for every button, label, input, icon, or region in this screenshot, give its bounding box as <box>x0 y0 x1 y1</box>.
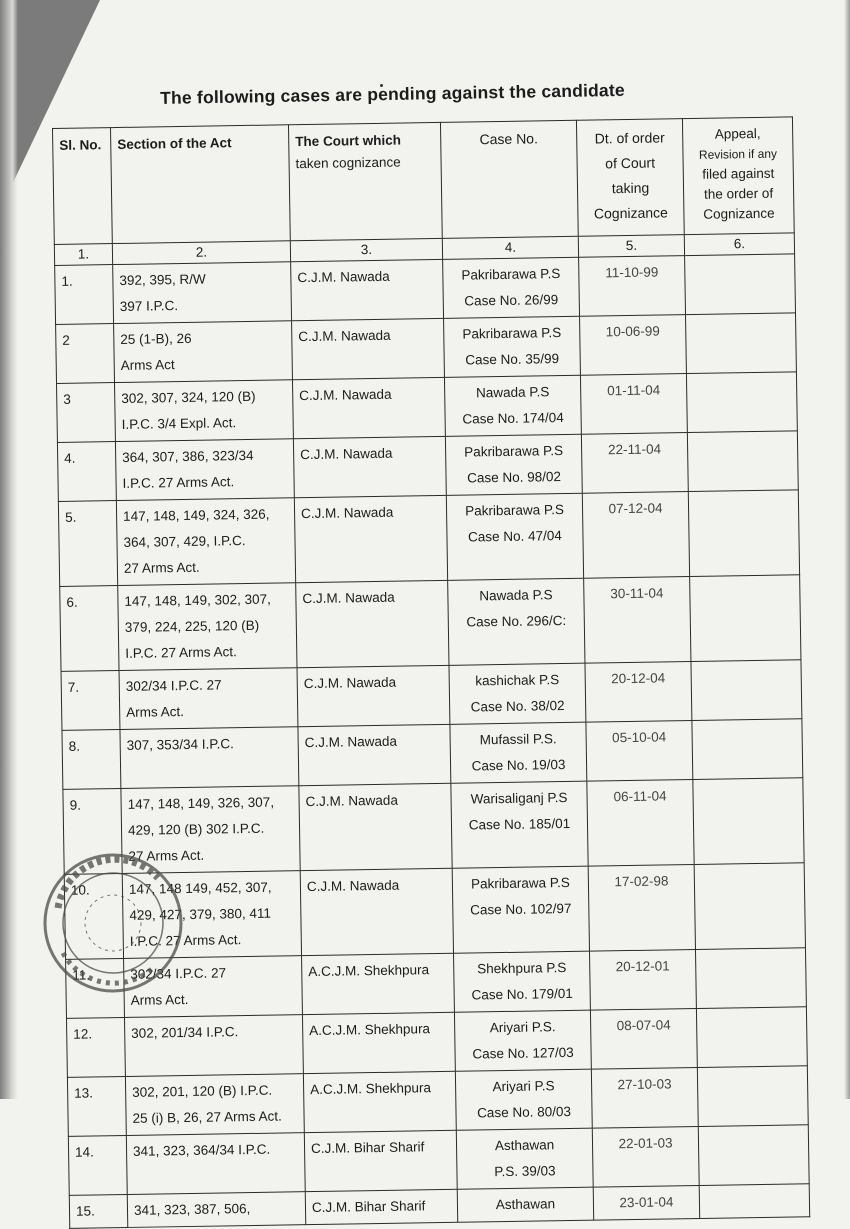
cell-case-no <box>456 1128 593 1189</box>
column-header-case-no: Case No. <box>440 120 578 238</box>
cell-appeal <box>687 431 798 492</box>
appeal-header-line: Revision if any <box>698 146 778 162</box>
cell-date: 07-12-04 <box>582 492 689 579</box>
section-line: 341, 323, 387, 506, <box>133 1201 251 1218</box>
section-line: 429, 120 (B) 302 I.P.C. <box>127 820 265 838</box>
section-line: I.P.C. 3/4 Expl. Act. <box>121 415 237 432</box>
column-header-appeal <box>682 117 794 235</box>
cell-section <box>127 1192 305 1228</box>
section-line: Arms Act. <box>130 991 189 1008</box>
cell-date: 17-02-98 <box>588 865 695 952</box>
case-line: Nawada P.S <box>475 384 550 401</box>
case-line: Case No. 185/01 <box>468 815 571 833</box>
table-row <box>63 778 804 875</box>
cell-sl-no: 14. <box>68 1135 127 1195</box>
cell-appeal <box>693 778 804 865</box>
cell-court: C.J.M. Nawada <box>293 436 446 497</box>
date-header-line: of Court <box>605 154 656 172</box>
section-line: 147, 148, 149, 302, 307, <box>124 591 271 609</box>
cell-sl-no: 2 <box>56 324 115 384</box>
cell-appeal <box>697 1066 808 1127</box>
cell-section <box>126 1133 305 1195</box>
cases-table-wrapper <box>52 116 809 1228</box>
section-line: I.P.C. 27 Arms Act. <box>125 644 237 661</box>
cell-date: 08-07-04 <box>590 1008 697 1069</box>
cell-case-no <box>444 375 581 436</box>
cell-section <box>119 668 298 730</box>
cell-court: C.J.M. Nawada <box>299 783 452 870</box>
cell-section <box>125 1074 304 1136</box>
date-header-line: taking <box>611 179 650 197</box>
cell-sl-no: 11. <box>66 958 125 1018</box>
cell-sl-no: 5. <box>58 501 117 587</box>
section-line: 302, 201/34 I.P.C. <box>131 1024 239 1041</box>
header-row <box>53 117 795 245</box>
column-number: 5. <box>578 235 684 258</box>
cell-appeal <box>685 254 796 315</box>
case-line: Case No. 127/03 <box>472 1044 574 1062</box>
section-line: 25 (i) B, 26, 27 Arms Act. <box>132 1108 282 1126</box>
case-line: Warisaliganj P.S <box>470 789 568 807</box>
cell-court: A.C.J.M. Shekhpura <box>302 953 455 1014</box>
page-heading: The following cases are pending against the candidate <box>160 79 626 108</box>
case-line: Nawada P.S <box>479 587 553 604</box>
column-header-court <box>288 122 442 240</box>
table-row <box>60 575 801 672</box>
section-line: 307, 353/34 I.P.C. <box>126 736 234 753</box>
cell-section <box>124 956 303 1018</box>
section-line: 147, 148, 149, 324, 326, <box>122 506 270 524</box>
cell-sl-no: 8. <box>62 730 121 790</box>
appeal-header-line: filed against <box>702 165 775 182</box>
cell-date: 22-11-04 <box>581 433 688 494</box>
cell-sl-no: 10. <box>64 873 123 959</box>
cell-court: C.J.M. Bihar Sharif <box>304 1130 457 1191</box>
cell-case-no <box>444 316 581 377</box>
cell-section <box>120 727 299 789</box>
section-line: 27 Arms Act. <box>123 559 200 576</box>
cell-appeal <box>688 490 799 577</box>
column-number: 1. <box>54 244 112 266</box>
cell-case-no <box>445 434 582 495</box>
case-line: Case No. 26/99 <box>464 292 559 309</box>
cell-sl-no: 15. <box>69 1194 128 1228</box>
section-line: 364, 307, 429, I.P.C. <box>123 533 246 550</box>
case-line: Ariyari P.S. <box>489 1019 556 1036</box>
appeal-header-line: Appeal, <box>714 125 761 142</box>
column-number: 6. <box>684 233 794 256</box>
cell-section <box>115 380 294 442</box>
section-line: Arms Act <box>120 357 175 373</box>
cell-court: A.C.J.M. Shekhpura <box>303 1071 456 1132</box>
cell-sl-no: 9. <box>63 788 122 874</box>
cell-section <box>115 439 294 501</box>
section-line: 379, 224, 225, 120 (B) <box>124 617 260 635</box>
cell-appeal <box>686 313 797 374</box>
cell-date: 20-12-01 <box>589 949 696 1010</box>
cell-appeal <box>686 372 797 433</box>
cell-case-no <box>452 866 589 953</box>
cell-court: C.J.M. Nawada <box>294 495 447 582</box>
cell-section <box>116 498 295 586</box>
cell-sl-no: 1. <box>55 265 114 325</box>
column-header-section: Section of the Act <box>111 125 291 244</box>
cell-date: 23-01-04 <box>593 1185 700 1220</box>
cell-date: 01-11-04 <box>580 374 687 435</box>
cell-sl-no: 12. <box>66 1017 125 1077</box>
case-line: Case No. 38/02 <box>470 698 565 715</box>
section-line: 429, 427, 379, 380, 411 <box>129 905 272 923</box>
case-line: Mufassil P.S. <box>479 731 557 748</box>
section-line: 302/34 I.P.C. 27 <box>125 677 222 694</box>
cell-date: 05-10-04 <box>586 721 693 782</box>
cell-sl-no: 7. <box>61 671 120 731</box>
cell-appeal <box>699 1184 810 1219</box>
section-line: 27 Arms Act. <box>128 847 205 864</box>
case-line: Case No. 296/C: <box>466 612 567 630</box>
cell-date: 10-06-99 <box>580 315 687 376</box>
case-rows <box>55 254 810 1229</box>
case-line: Case No. 47/04 <box>467 528 562 545</box>
cell-section <box>118 583 297 671</box>
section-line: 392, 395, R/W <box>119 271 206 288</box>
section-line: I.P.C. 27 Arms Act. <box>122 474 235 491</box>
case-line: Case No. 179/01 <box>471 985 573 1003</box>
cell-case-no <box>454 1010 591 1071</box>
cell-date: 20-12-04 <box>585 662 692 723</box>
case-line: Pakribarawa P.S <box>465 502 565 519</box>
case-line: Case No. 102/97 <box>470 900 572 918</box>
cell-section <box>121 786 300 874</box>
cell-court: C.J.M. Nawada <box>292 377 445 438</box>
cell-court: C.J.M. Nawada <box>296 580 449 667</box>
date-header-line: Cognizance <box>593 204 668 222</box>
cell-case-no <box>457 1187 594 1222</box>
case-line: Case No. 80/03 <box>476 1103 572 1121</box>
table-row <box>64 863 805 960</box>
case-line: Pakribarawa P.S <box>461 266 561 283</box>
cell-case-no <box>448 578 585 665</box>
case-line: Asthawan <box>494 1137 555 1154</box>
cell-appeal <box>695 948 806 1009</box>
cell-sl-no: 6. <box>60 586 119 672</box>
cell-court: C.J.M. Nawada <box>291 259 444 320</box>
case-line: Ariyari P.S <box>492 1078 555 1095</box>
cell-case-no <box>451 781 588 868</box>
case-line: Pakribarawa P.S <box>464 443 564 460</box>
cell-court: C.J.M. Nawada <box>300 868 453 955</box>
case-line: Case No. 174/04 <box>462 409 564 427</box>
case-line: Pakribarawa P.S <box>470 874 570 892</box>
court-header-line: The Court which <box>295 132 402 150</box>
section-line: 302/34 I.P.C. 27 <box>130 965 227 982</box>
cell-appeal <box>690 575 801 662</box>
section-line: 302, 201, 120 (B) I.P.C. <box>132 1082 273 1100</box>
column-number: 4. <box>442 236 578 259</box>
cell-case-no <box>454 951 591 1012</box>
section-line: Arms Act. <box>126 704 185 720</box>
column-number: 3. <box>290 238 442 261</box>
section-line: 341, 323, 364/34 I.P.C. <box>132 1141 271 1159</box>
scan-shadow-edge <box>0 0 18 1099</box>
date-header-line: Dt. of order <box>594 129 665 147</box>
cell-appeal <box>692 719 803 780</box>
cell-appeal <box>696 1007 807 1068</box>
appeal-header-line: Cognizance <box>703 205 775 222</box>
scan-shadow-right-edge <box>844 0 850 1099</box>
cell-case-no <box>446 493 583 580</box>
cell-appeal <box>694 863 805 950</box>
section-line: 25 (1-B), 26 <box>120 330 192 347</box>
section-line: 147, 148 149, 452, 307, <box>128 879 272 897</box>
cell-date: 11-10-99 <box>579 256 686 317</box>
cell-case-no <box>450 722 587 783</box>
cell-court: C.J.M. Nawada <box>292 318 445 379</box>
section-line: I.P.C. 27 Arms Act. <box>129 932 242 949</box>
section-line: 364, 307, 386, 323/34 <box>122 447 254 465</box>
case-line: Shekhpura P.S <box>477 960 567 977</box>
cell-date: 27-10-03 <box>591 1067 698 1128</box>
cell-case-no <box>443 257 580 318</box>
cell-sl-no: 3 <box>57 383 116 443</box>
cell-court: C.J.M. Nawada <box>297 665 450 726</box>
cell-section <box>124 1015 303 1077</box>
cell-date: 22-01-03 <box>592 1126 699 1187</box>
cell-section <box>122 871 301 959</box>
cell-sl-no: 4. <box>57 442 116 502</box>
appeal-header-line: the order of <box>703 185 774 202</box>
cell-case-no <box>449 663 586 724</box>
cell-court: C.J.M. Bihar Sharif <box>305 1189 457 1224</box>
cell-case-no <box>455 1069 592 1130</box>
column-header-sl-no: Sl. No. <box>53 128 113 245</box>
cell-court: C.J.M. Nawada <box>298 724 451 785</box>
section-line: 147, 148, 149, 326, 307, <box>127 794 275 812</box>
case-line: Case No. 19/03 <box>471 757 566 774</box>
case-line: kashichak P.S <box>475 672 560 689</box>
case-line: Case No. 98/02 <box>467 469 562 486</box>
cell-date: 06-11-04 <box>587 780 694 867</box>
case-line: Case No. 35/99 <box>465 351 560 368</box>
column-header-date <box>576 119 684 237</box>
cell-appeal <box>698 1125 809 1186</box>
court-header-line: taken cognizance <box>295 154 401 172</box>
pending-cases-table <box>52 116 810 1229</box>
cell-date: 30-11-04 <box>584 577 691 664</box>
section-line: 302, 307, 324, 120 (B) <box>121 388 256 406</box>
cell-section <box>114 321 293 383</box>
table-row <box>58 490 799 587</box>
cell-appeal <box>691 660 802 721</box>
case-line: Asthawan <box>495 1196 556 1213</box>
case-line: Pakribarawa P.S <box>462 325 562 342</box>
cell-court: A.C.J.M. Shekhpura <box>302 1012 455 1073</box>
case-line: P.S. 39/03 <box>494 1163 556 1180</box>
section-line: 397 I.P.C. <box>119 298 179 314</box>
column-number: 2. <box>112 241 290 265</box>
cell-sl-no: 13. <box>67 1076 126 1136</box>
cell-section <box>113 262 292 324</box>
